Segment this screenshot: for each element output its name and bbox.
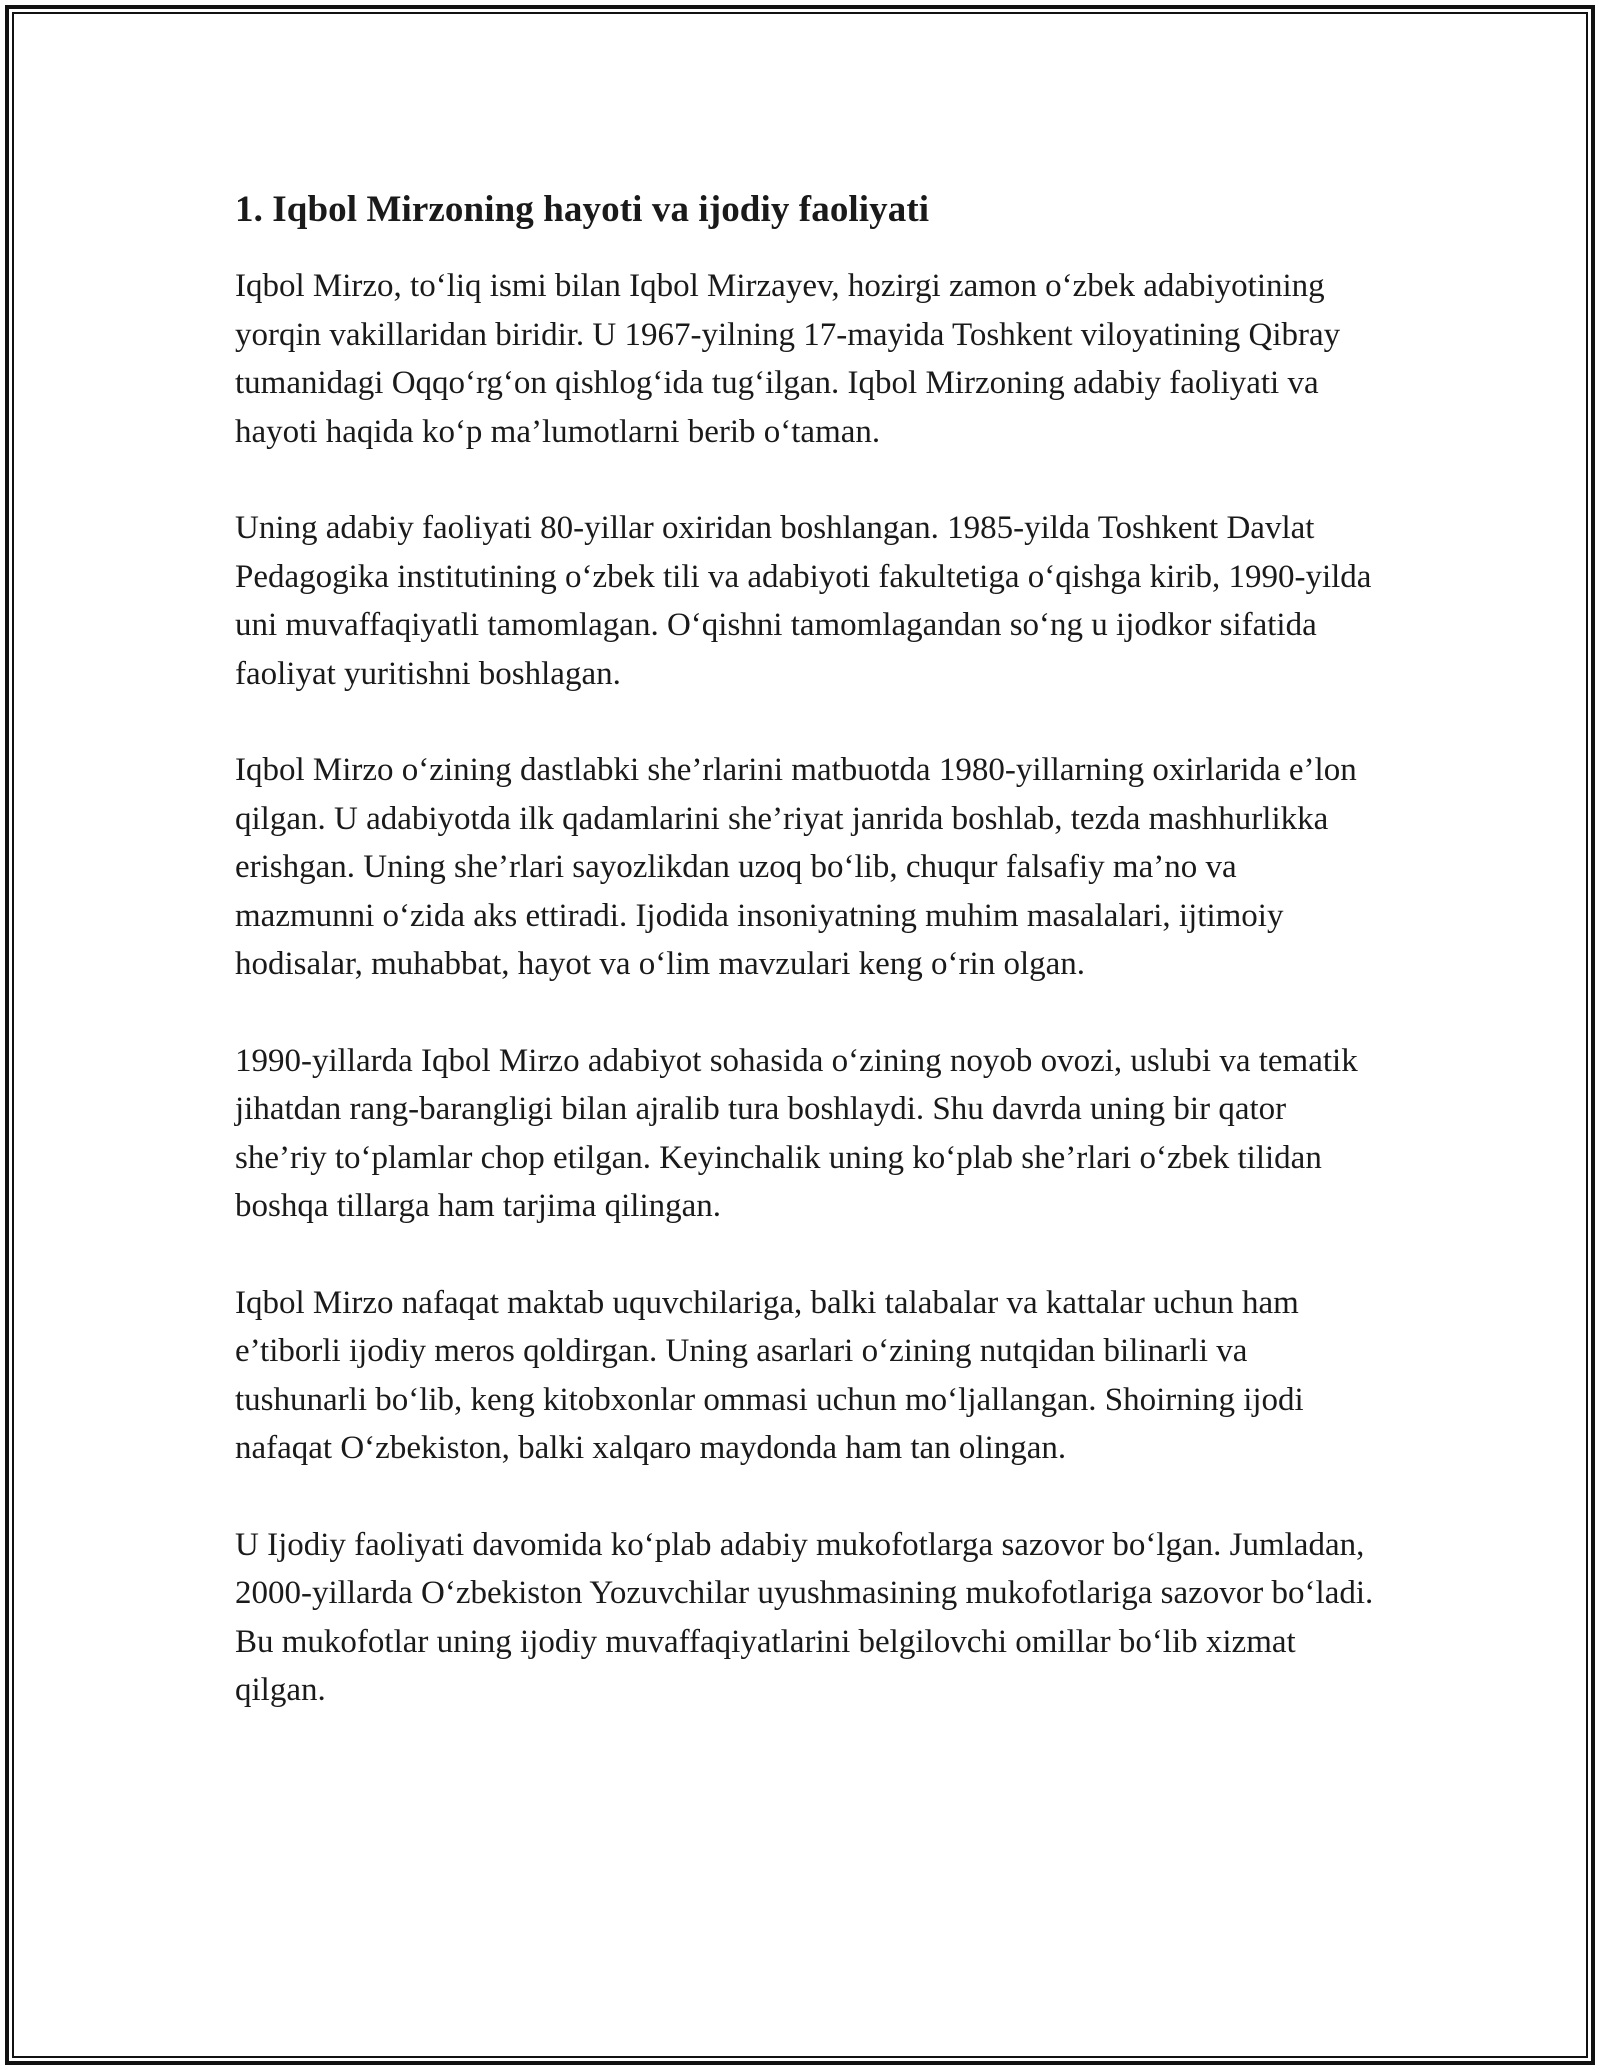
paragraph-education: Uning adabiy faoliyati 80-yillar oxiridan boshlangan. 1985-yilda Toshkent Davlat Pedagogika institutining o‘zbek tili va adabiyoti fakultetiga o‘qishga kirib, 1990-yilda uni muvaffaqiyatli tamomlagan. O‘qishni tamomlagandan so‘ng u ijodkor sifatida faoliyat yuritishni boshlagan.: [235, 510, 1372, 692]
paragraph-legacy: Iqbol Mirzo nafaqat maktab uquvchilariga, balki talabalar va kattalar uchun ham e’tiborli ijodiy meros qoldirgan. Uning asarlari o‘zining nutqidan bilinarli va tushunarli bo‘lib, keng kitobxonlar ommasi uchun mo‘ljallangan. Shoirning ijodi nafaqat O‘zbekiston, balki xalqaro maydonda ham tan olingan.: [235, 1284, 1304, 1466]
paragraph-awards: U Ijodiy faoliyati davomida ko‘plab adabiy mukofotlarga sazovor bo‘lgan. Jumladan, 2000-yillarda O‘zbekiston Yozuvchilar uyushmasining mukofotlariga sazovor bo‘ladi. Bu mukofotlar uning ijodiy muvaffaqiyatlarini belgilovchi omillar bo‘lib xizmat qilgan.: [235, 1526, 1374, 1708]
document-body: [235, 186, 1380, 1715]
section-heading: 1. Iqbol Mirzoning hayoti va ijodiy faoliyati: [235, 189, 930, 230]
paragraph-birth: Iqbol Mirzo, to‘liq ismi bilan Iqbol Mirzayev, hozirgi zamon o‘zbek adabiyotining yorqin vakillaridan biridir. U 1967-yilning 17-mayida Toshkent viloyatining Qibray tumanidagi Oqqo‘rg‘on qishlog‘ida tug‘ilgan. Iqbol Mirzoning adabiy faoliyati va hayoti haqida ko‘p ma’lumotlarni berib o‘taman.: [235, 268, 1341, 450]
paragraph-early-poetry: Iqbol Mirzo o‘zining dastlabki she’rlarini matbuotda 1980-yillarning oxirlarida e’lon qilgan. U adabiyotda ilk qadamlarini she’riyat janrida boshlab, tezda mashhurlikka erishgan. Uning she’rlari sayozlikdan uzoq bo‘lib, chuqur falsafiy ma’no va mazmunni o‘zida aks ettiradi. Ijodida insoniyatning muhim masalalari, ijtimoiy hodisalar, muhabbat, hayot va o‘lim mavzulari keng o‘rin olgan.: [235, 752, 1357, 982]
paragraph-1990s: 1990-yillarda Iqbol Mirzo adabiyot sohasida o‘zining noyob ovozi, uslubi va tematik jihatdan rang-barangligi bilan ajralib tura boshlaydi. Shu davrda uning bir qator she’riy to‘plamlar chop etilgan. Keyinchalik uning ko‘plab she’rlari o‘zbek tilidan boshqa tillarga ham tarjima qilingan.: [235, 1042, 1358, 1224]
